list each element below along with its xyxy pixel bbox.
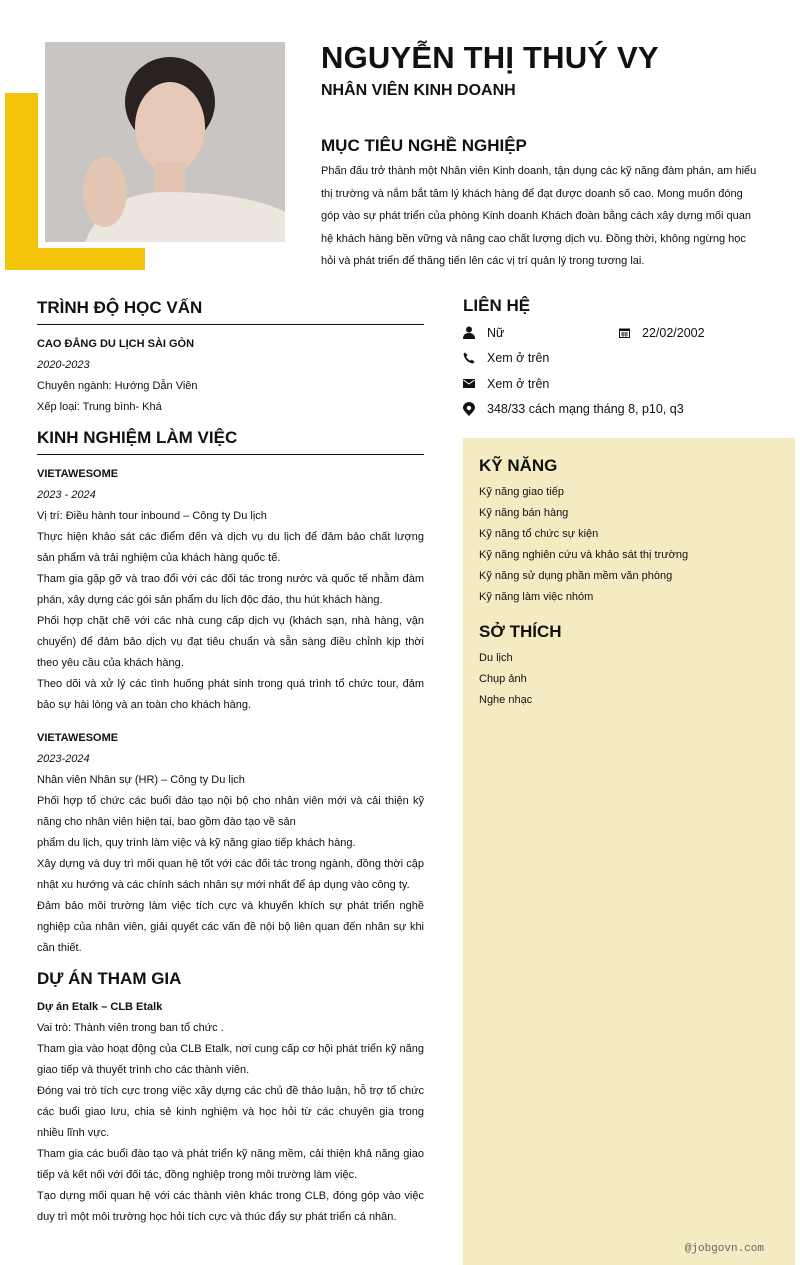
date-of-birth: 22/02/2002 xyxy=(642,325,705,340)
phone-icon xyxy=(463,352,475,364)
location-pin-icon xyxy=(463,403,475,415)
job-entry xyxy=(37,728,424,959)
project-name: Dự án Etalk – CLB Etalk xyxy=(37,1001,163,1013)
project-line: Tham gia các buổi đào tạo và phát triển kỹ năng mềm, cải thiện khả năng giao tiếp và kết nối với đối tác, đồng nghiệp trong môi trường làm việc. xyxy=(37,1148,424,1181)
experience-heading: KINH NGHIỆM LÀM VIỆC xyxy=(37,428,424,455)
project-line: Tạo dựng mối quan hệ với các thành viên khác trong CLB, đóng góp vào việc duy trì một môi trường học hỏi tích cực và thúc đẩy sự phát triển cá nhân. xyxy=(37,1190,424,1223)
email-icon xyxy=(463,378,475,390)
accent-bar-horizontal xyxy=(5,248,145,270)
skill-item: Kỹ năng nghiên cứu và khảo sát thị trường xyxy=(479,549,689,561)
education-heading: TRÌNH ĐỘ HỌC VẤN xyxy=(37,298,424,325)
job-entry xyxy=(37,464,424,716)
accent-bar-vertical xyxy=(5,93,38,270)
skills-panel xyxy=(463,438,795,1265)
person-icon xyxy=(463,327,475,339)
skill-item: Kỹ năng bán hàng xyxy=(479,507,569,519)
contact-heading: LIÊN HỆ xyxy=(463,296,531,315)
skill-item: Kỹ năng làm việc nhóm xyxy=(479,591,594,603)
phone: Xem ở trên xyxy=(487,351,550,366)
hobby-item: Nghe nhạc xyxy=(479,694,533,706)
skill-item: Kỹ năng sử dụng phần mềm văn phòng xyxy=(479,570,673,582)
address: 348/33 cách mạng tháng 8, p10, q3 xyxy=(487,402,684,417)
education-period: 2020-2023 xyxy=(37,359,90,371)
job-line: Thực hiện khảo sát các điểm đến và dịch vụ du lịch để đảm bảo chất lượng sản phẩm và trải nghiệm của khách hàng quốc tế. xyxy=(37,531,424,564)
skill-item: Kỹ năng tổ chức sự kiện xyxy=(479,528,599,540)
objective-text: Phấn đấu trở thành một Nhân viên Kinh doanh, tận dụng các kỹ năng đàm phán, am hiểu thị trường và nắm bắt tâm lý khách hàng để đạt được doanh số cao. Mong muốn đóng góp vào sự phát triển của phòng Kinh doanh Khách đoàn bằng cách xây dựng mối quan hệ khách hàng bền vững và nâng cao chất lượng dịch vụ. Đồng thời, không ngừng học hỏi và phát triển để thăng tiến lên các vị trí quản lý trong tương lai. xyxy=(321,165,757,267)
skill-item: Kỹ năng giao tiếp xyxy=(479,486,565,498)
job-line: Tham gia gặp gỡ và trao đổi với các đối tác trong nước và quốc tế nhằm đàm phán, xây dựng các gói sản phẩm du lịch độc đáo, thu hút khách hàng. xyxy=(37,573,424,606)
objective-section xyxy=(321,136,763,273)
job-line: Phối hợp chặt chẽ với các nhà cung cấp dịch vụ (khách sạn, nhà hàng, vận chuyển) để đảm bảo dịch vụ đạt tiêu chuẩn và sẵn sàng điều chỉnh kịp thời theo yêu cầu của khách hàng. xyxy=(37,615,424,669)
projects-heading: DỰ ÁN THAM GIA xyxy=(37,969,182,988)
contact-section xyxy=(463,296,795,422)
left-column xyxy=(37,298,424,1228)
project-line: Tham gia vào hoạt động của CLB Etalk, nơi cung cấp cơ hội phát triển kỹ năng giao tiếp và thuyết trình cho các thành viên. xyxy=(37,1043,424,1076)
job-line: Đảm bảo môi trường làm việc tích cực và khuyến khích sự phát triển nghề nghiệp của nhân viên, giải quyết các vấn đề nội bộ liên quan đến nhân sự khi cần thiết. xyxy=(37,900,424,954)
education-grade: Xếp loại: Trung bình- Khá xyxy=(37,401,162,413)
education-major: Chuyên ngành: Hướng Dẫn Viên xyxy=(37,380,198,392)
project-line: Vai trò: Thành viên trong ban tổ chức . xyxy=(37,1022,224,1034)
job-company: VIETAWESOME xyxy=(37,468,119,480)
job-line: Theo dõi và xử lý các tình huống phát sinh trong quá trình tổ chức tour, đảm bảo sự hài lòng và an toàn cho khách hàng. xyxy=(37,678,424,711)
job-line: Nhân viên Nhân sự (HR) – Công ty Du lịch xyxy=(37,774,245,786)
candidate-name: NGUYỄN THỊ THUÝ VY xyxy=(321,40,659,75)
job-period: 2023 - 2024 xyxy=(37,489,96,501)
email: Xem ở trên xyxy=(487,376,550,391)
gender: Nữ xyxy=(487,325,505,340)
job-line: Phối hợp tổ chức các buổi đào tạo nội bộ cho nhân viên mới và cải thiện kỹ năng cho nhân viên hiện tại, bao gồm đào tạo về sản xyxy=(37,795,424,828)
profile-photo xyxy=(45,42,285,242)
header xyxy=(321,40,659,100)
hobbies-heading: SỞ THÍCH xyxy=(479,622,562,641)
calendar-icon xyxy=(618,327,630,339)
job-company: VIETAWESOME xyxy=(37,732,119,744)
hobby-item: Chụp ảnh xyxy=(479,673,527,685)
job-line: Xây dựng và duy trì mối quan hệ tốt với các đối tác trong ngành, đồng thời cập nhật xu hướng và các chính sách nhân sự mới nhất để áp dụng vào công ty. xyxy=(37,858,424,891)
project-line: Đóng vai trò tích cực trong việc xây dựng các chủ đề thảo luận, hỗ trợ tổ chức các buổi giao lưu, chia sẻ kinh nghiệm và học hỏi từ các chuyên gia trong nhiều lĩnh vực. xyxy=(37,1085,424,1139)
job-line: phẩm du lịch, quy trình làm việc và kỹ năng giao tiếp khách hàng. xyxy=(37,837,356,849)
contact-row xyxy=(463,371,795,397)
job-line: Vị trí: Điều hành tour inbound – Công ty Du lịch xyxy=(37,510,267,522)
skills-heading: KỸ NĂNG xyxy=(479,456,558,475)
job-period: 2023-2024 xyxy=(37,753,90,765)
watermark: @jobgovn.com xyxy=(684,1243,764,1255)
hobby-item: Du lịch xyxy=(479,652,513,664)
contact-row xyxy=(463,320,795,346)
school-name: CAO ĐẲNG DU LỊCH SÀI GÒN xyxy=(37,338,195,350)
contact-row xyxy=(463,397,795,423)
objective-heading: MỤC TIÊU NGHỀ NGHIỆP xyxy=(321,136,527,155)
job-title: NHÂN VIÊN KINH DOANH xyxy=(321,82,516,99)
contact-row xyxy=(463,346,795,372)
